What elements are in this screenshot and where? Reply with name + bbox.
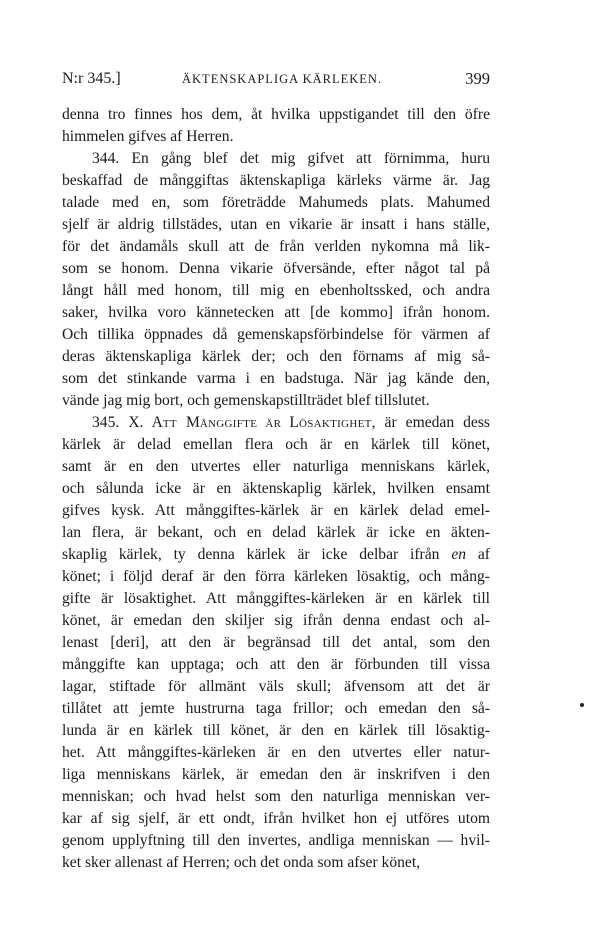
page-body: [62, 104, 490, 874]
text-line: gifves kysk. Att månggiftes-kärlek är en kärlek delad emel-: [62, 502, 490, 519]
text-line: beskaffad de månggiftas äktenskapliga kärleks värme är. Jag: [62, 172, 490, 189]
running-title: ÄKTENSKAPLIGA KÄRLEKEN.: [182, 72, 383, 86]
running-header: [62, 70, 490, 92]
text-line: menniskan; och hvad helst som den naturliga menniskan ver-: [62, 788, 490, 805]
text-line: sjelf är aldrig tillstädes, utan en vikarie är insatt i hans ställe,: [62, 216, 490, 233]
section-number: 345. X.: [92, 414, 144, 431]
text-line: kar af sig sjelf, är ett ondt, ifrån hvilket hon ej utföres utom: [62, 810, 490, 827]
text-line: långt håll med honom, till mig en ebenholtssked, och andra: [62, 282, 490, 299]
text-line: lagar, stiftade för allmänt väls skull; äfvensom att det är: [62, 678, 490, 695]
paragraph-344-start: 344. En gång blef det mig gifvet att förnimma, huru: [92, 150, 490, 167]
text-line: liga menniskans kärlek, är emedan den är inskrifven i den: [62, 766, 490, 783]
text-line: vände jag mig bort, och gemenskapstillträdet blef tillslutet.: [62, 392, 430, 409]
text-line: himmelen gifves af Herren.: [62, 128, 234, 145]
emphasized-word: en: [451, 546, 467, 563]
text-line: denna tro finnes hos dem, åt hvilka uppstigandet till den öfre: [62, 106, 490, 123]
page-number: 399: [465, 69, 490, 88]
text-line: deras äktenskapliga kärlek der; och den förnams af mig så-: [62, 348, 490, 365]
text-line: Och tillika öppnades då gemenskapsförbindelse för värmen af: [62, 326, 490, 343]
text-line-with-emphasis: skaplig kärlek, ty denna kärlek är icke delbar ifrån en af: [62, 546, 490, 563]
text-line: tillåtet att jemte hustrurna taga frillor; och emedan den så-: [62, 700, 490, 717]
text-line: lunda är en kärlek till könet, är den en kärlek till lösaktig-: [62, 722, 490, 739]
text-line: talade med en, som företrädde Mahumeds plats. Mahumed: [62, 194, 490, 211]
section-heading: ATT MÅNGGIFTE ÄR LÖSAKTIGHET: [151, 414, 372, 431]
paragraph-345-heading-line: [62, 412, 490, 434]
text-line: för det ändamåls skull att de från verlden nykomna må lik-: [62, 238, 490, 255]
text-line: ket sker allenast af Herren; och det onda som afser könet,: [62, 854, 421, 871]
text-line: gifte är lösaktighet. Att månggiftes-kärleken är en kärlek till: [62, 590, 490, 607]
text-line: lenast [deri], att den är begränsad till det antal, som den: [62, 634, 490, 651]
text-line: könet, är emedan den skiljer sig ifrån denna endast och al-: [62, 612, 490, 629]
text-line: genom upplyftning till den invertes, andliga menniskan — hvil-: [62, 832, 490, 849]
text-line: och sålunda icke är en äktenskaplig kärlek, hvilken ensamt: [62, 480, 490, 497]
margin-mark: [580, 703, 584, 707]
text-line: som det stinkande varma i en badstuga. När jag kände den,: [62, 370, 490, 387]
section-reference: N:r 345.]: [62, 70, 121, 87]
text-line: kärlek är delad emellan flera och är en kärlek till könet,: [62, 436, 490, 453]
text-line: saker, hvilka voro kännetecken att [de kommo] ifrån honom.: [62, 304, 490, 321]
text-line: het. Att månggiftes-kärleken är en den utvertes eller natur-: [62, 744, 490, 761]
text-line: könet; i följd deraf är den förra kärleken lösaktig, och mång-: [62, 568, 490, 585]
text-line: samt är en den utvertes eller naturliga menniskans kärlek,: [62, 458, 490, 475]
text-line: lan flera, är bekant, och en delad kärlek är icke en äkten-: [62, 524, 490, 541]
text-line: som se honom. Denna vikarie öfversände, efter något tal på: [62, 260, 490, 277]
heading-continuation: , är emedan dess: [371, 414, 490, 431]
text-line: månggifte kan upptaga; och att den är förbunden till vissa: [62, 656, 490, 673]
